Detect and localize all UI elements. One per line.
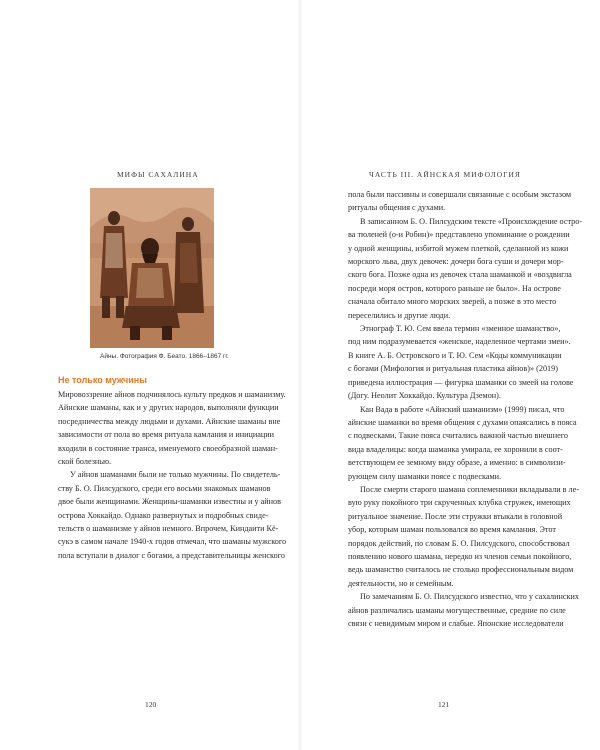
text-line: появлению нового шамана, нередко из членов семьи покойного, bbox=[348, 551, 572, 561]
page-number-left: 120 bbox=[145, 700, 157, 709]
text-line: ского бога. Позже одна из девочек стала шаманкой и «воздвигла bbox=[348, 270, 572, 280]
text-line: В книге А. Б. Островского и Т. Ю. Сем «Коды коммуникации bbox=[348, 350, 562, 360]
text-line: У айнов шаманами были не только мужчины. По свидетель- bbox=[70, 470, 281, 480]
text-line: связи с невидимым миром и слабые. Японские исследователи bbox=[348, 619, 564, 628]
text-line: сукэ в самом начале 1940-х годов отмечал, что шаманы мужского bbox=[58, 537, 287, 547]
text-line: ветствующем ее земному виду образе, а именно: в символизи- bbox=[348, 458, 566, 468]
text-line: деятельности, но и семейным. bbox=[348, 578, 454, 588]
text-line: острова Хоккайдо. Однако развернутых и подробных свиде- bbox=[58, 510, 269, 520]
text-line: ритуалы общения с духами. bbox=[348, 203, 446, 213]
photo-illustration bbox=[90, 188, 214, 348]
text-line: сначала обитало много морских зверей, а позже в это место bbox=[348, 297, 557, 307]
text-line: вую руку покойного три скрученных клубка стружек, имеющих bbox=[348, 498, 571, 508]
text-line: посредничества между людьми и духами. Айнские шаманы вне bbox=[58, 416, 281, 426]
text-line: под ним подразумевается «женское, наделенное чертами змеи». bbox=[348, 337, 571, 347]
text-line: приведена иллюстрация — фигурка шаманки со змеей на голове bbox=[348, 377, 574, 387]
running-head-right: ЧАСТЬ III. АЙНСКАЯ МИФОЛОГИЯ bbox=[369, 170, 521, 179]
text-line: вида владелицы: когда шаманка умирала, ее хоронили в соот- bbox=[348, 444, 563, 454]
text-line: убор, которым шаман пользовался во время камлания. Этот bbox=[348, 525, 556, 535]
text-line: у одной женщины, избитой мужем плеткой, сделанной из кожи bbox=[348, 243, 569, 253]
section-heading: Не только мужчины bbox=[58, 375, 147, 385]
text-line: входили в состояние транса, именуемого своеобразной шаман- bbox=[58, 443, 278, 453]
text-line: порядок действий, по словам Б. О. Пилсудского, способствовал bbox=[348, 538, 570, 548]
text-line: айнов различались шаманы могущественные, средние по силе bbox=[348, 605, 566, 615]
text-line: ведь шаманство считалось не столько профессиональным видом bbox=[348, 565, 574, 575]
text-line: тельств о шаманизме у айнов немного. Впрочем, Киндаити Кё- bbox=[58, 524, 279, 534]
text-line: ству Б. О. Пилсудского, среди его восьми знакомых шаманов bbox=[58, 483, 271, 493]
left-body-text bbox=[58, 388, 287, 562]
text-line: В записанном Б. О. Пилсудским тексте «Происхождение остро- bbox=[360, 216, 583, 226]
right-body-text bbox=[348, 188, 583, 630]
text-line: ской болезнью. bbox=[58, 457, 112, 467]
text-line: Мировоззрение айнов подчинялось культу предков и шаманизму. bbox=[58, 390, 286, 399]
text-line: пола были пассивны и совершали связанные с особым экстазом bbox=[348, 190, 572, 199]
text-line: переселились и другие люди. bbox=[348, 310, 451, 320]
text-line: Кан Вада в работе «Айнский шаманизм» (1999) писал, что bbox=[360, 404, 565, 414]
text-line: двое были женщинами. Женщины-шаманки известны и у айнов bbox=[58, 497, 282, 507]
photo-caption: Айны. Фотография Ф. Беато. 1866–1867 гг. bbox=[100, 353, 229, 360]
text-line: зависимости от пола во время ритуала камлания и инициации bbox=[58, 430, 275, 440]
text-line: ритуальное значение. После эти стружки втыкали в головной bbox=[348, 511, 563, 521]
text-line: После смерти старого шамана соплеменники вкладывали в ле- bbox=[360, 484, 580, 494]
text-line: морского льва, двух девочек: дочери бога суши и дочери мор- bbox=[348, 257, 564, 267]
text-line: ва тюленей (о-и Робин)» представлено упоминание о рождении bbox=[348, 230, 570, 240]
text-line: По замечаниям Б. О. Пилсудского известно, что у сахалинских bbox=[360, 592, 579, 602]
text-line: рующем силу шаманки поясе с подвесками. bbox=[348, 471, 502, 481]
text-line: Айнские шаманы, как и у других народов, выполняли функции bbox=[58, 403, 279, 413]
running-head-left: МИФЫ САХАЛИНА bbox=[117, 170, 199, 179]
text-line: Этнограф Т. Ю. Сем ввела термин «змеиное шаманство», bbox=[360, 324, 561, 334]
text-line: айнские шаманки во время общения с духами опаясались в пояса bbox=[348, 417, 577, 427]
page-number-right: 121 bbox=[438, 700, 450, 709]
text-line: (Догу. Неолит Хоккайдо. Культура Дземон). bbox=[348, 391, 501, 401]
historical-photograph bbox=[90, 188, 214, 348]
text-line: пола вступали в диалог с богами, а представительницы женского bbox=[58, 550, 285, 560]
text-line: с подвесками. Такие пояса считались важной частью внешнего bbox=[348, 431, 568, 441]
text-line: посреди моря остров, которого раньше не было». На острове bbox=[348, 283, 561, 293]
right-page bbox=[300, 0, 600, 750]
text-line: с богами (Мифология и ритуальная пластика айнов)» (2019) bbox=[348, 364, 558, 374]
